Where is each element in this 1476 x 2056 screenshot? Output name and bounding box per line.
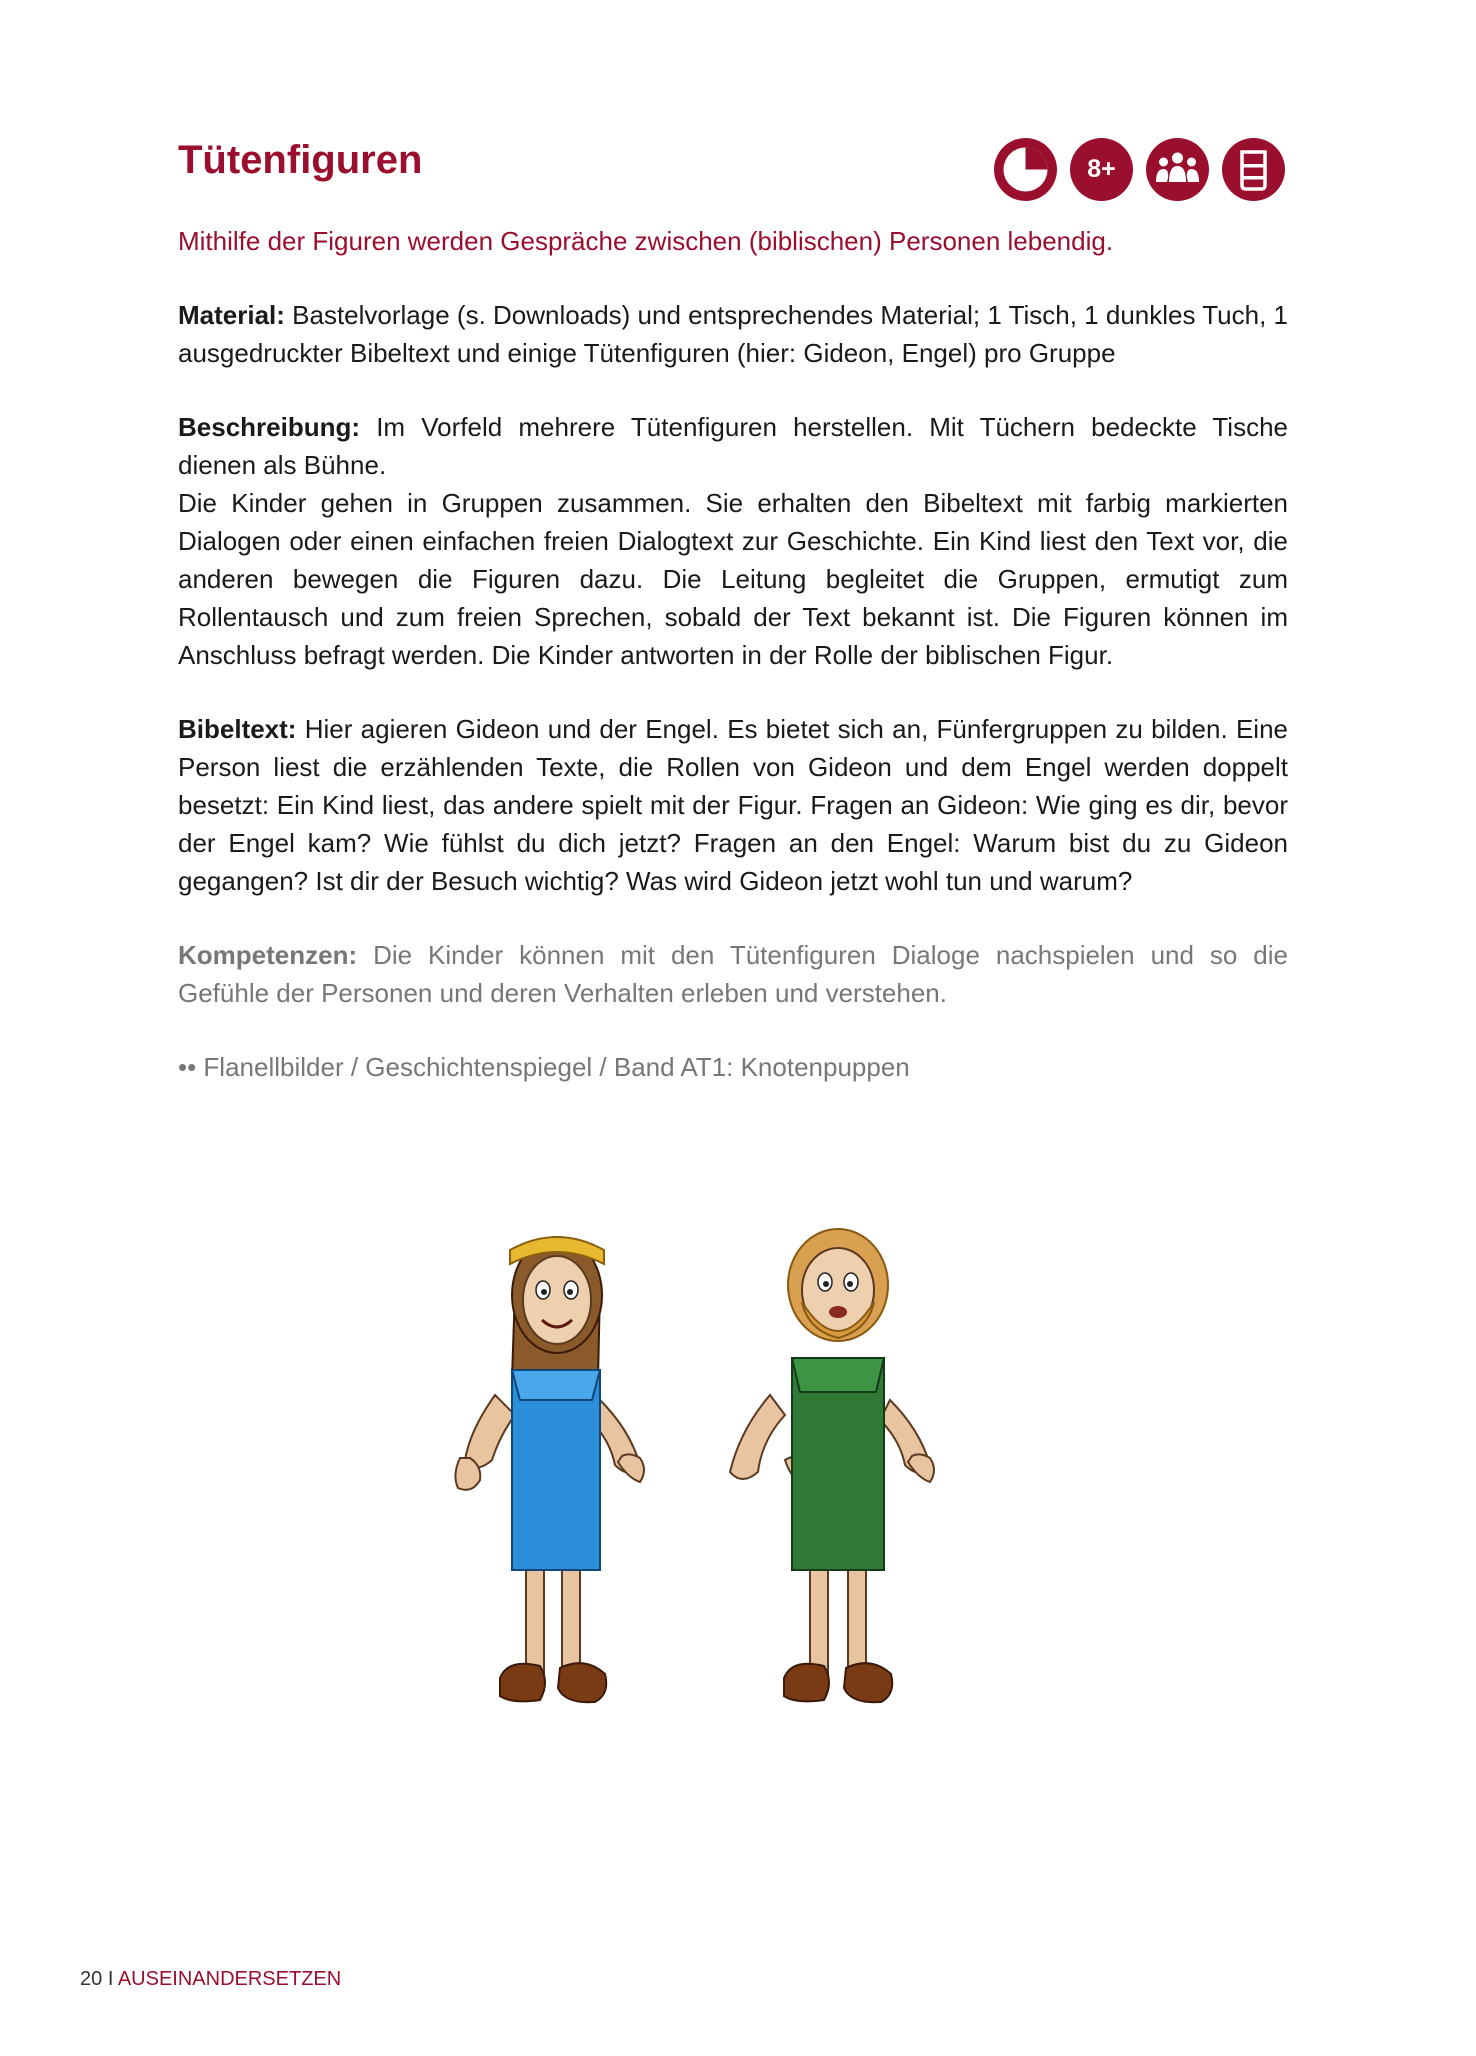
lead-text: Mithilfe der Figuren werden Gespräche zwischen (biblischen) Personen lebendig. <box>178 226 1114 256</box>
main-content <box>178 222 1288 1086</box>
page-footer <box>80 1968 341 1991</box>
angel-figure <box>730 1229 934 1702</box>
age-label: 8+ <box>1087 155 1116 183</box>
kompetenzen-text: Die Kinder können mit den Tütenfiguren Dialoge nachspielen und so die Gefühle der Personen und deren Verhalten erleben und verstehen. <box>178 940 1288 1008</box>
quarter-pie-icon <box>994 138 1057 201</box>
section-name: AUSEINANDERSETZEN <box>117 1968 342 1990</box>
material-paragraph <box>178 296 1288 372</box>
cup-icon <box>1222 138 1285 201</box>
beschreibung-label: Beschreibung: <box>178 412 361 442</box>
paper-bag-figures-illustration <box>400 1190 1100 1730</box>
bibeltext-label: Bibeltext: <box>178 714 297 744</box>
material-label: Material: <box>178 300 285 330</box>
beschreibung-paragraph-2: Die Kinder gehen in Gruppen zusammen. Sie erhalten den Bibeltext mit farbig markierten Dialogen oder einen einfachen freien Dialogtext zur Geschichte. Ein Kind liest den Text vor, die anderen bewegen die Figuren dazu. Die Leitung begleitet die Gruppen, ermutigt zum Rollentausch und zum freien Sprechen, sobald der Text bekannt ist. Die Figuren können im Anschluss befragt werden. Die Kinder antworten in der Rolle der biblischen Figur. <box>178 488 1288 670</box>
page-title: Tütenfiguren <box>178 138 423 182</box>
gideon-figure <box>455 1237 644 1702</box>
beschreibung-paragraph <box>178 408 1288 484</box>
bibeltext-paragraph <box>178 710 1288 900</box>
beschreibung-text: Im Vorfeld mehrere Tütenfiguren herstellen. Mit Tüchern bedeckte Tische dienen als Bühne. <box>178 412 1288 480</box>
kompetenzen-paragraph <box>178 936 1288 1012</box>
bibeltext-text: Hier agieren Gideon und der Engel. Es bietet sich an, Fünfergruppen zu bilden. Eine Person liest die erzählenden Texte, die Rollen von Gideon und dem Engel werden doppelt besetzt: Ein Kind liest, das andere spielt mit der Figur. Fragen an Gideon: Wie ging es dir, bevor der Engel kam? Wie fühlst du dich jetzt? Fragen an den Engel: Warum bist du zu Gideon gegangen? Ist dir der Besuch wichtig? Was wird Gideon jetzt wohl tun und warum? <box>178 714 1288 896</box>
group-icon <box>1146 138 1209 201</box>
activity-badges <box>994 138 1294 204</box>
age-badge <box>1070 138 1133 201</box>
footer-separator: I <box>107 1968 114 1990</box>
kompetenzen-label: Kompetenzen: <box>178 940 358 970</box>
page-number: 20 <box>80 1968 103 1990</box>
references-line: •• Flanellbilder / Geschichtenspiegel / Band AT1: Knotenpuppen <box>178 1052 910 1082</box>
material-text: Bastelvorlage (s. Downloads) und entsprechendes Material; 1 Tisch, 1 dunkles Tuch, 1 ausgedruckter Bibeltext und einige Tütenfiguren (hier: Gideon, Engel) pro Gruppe <box>178 300 1288 368</box>
